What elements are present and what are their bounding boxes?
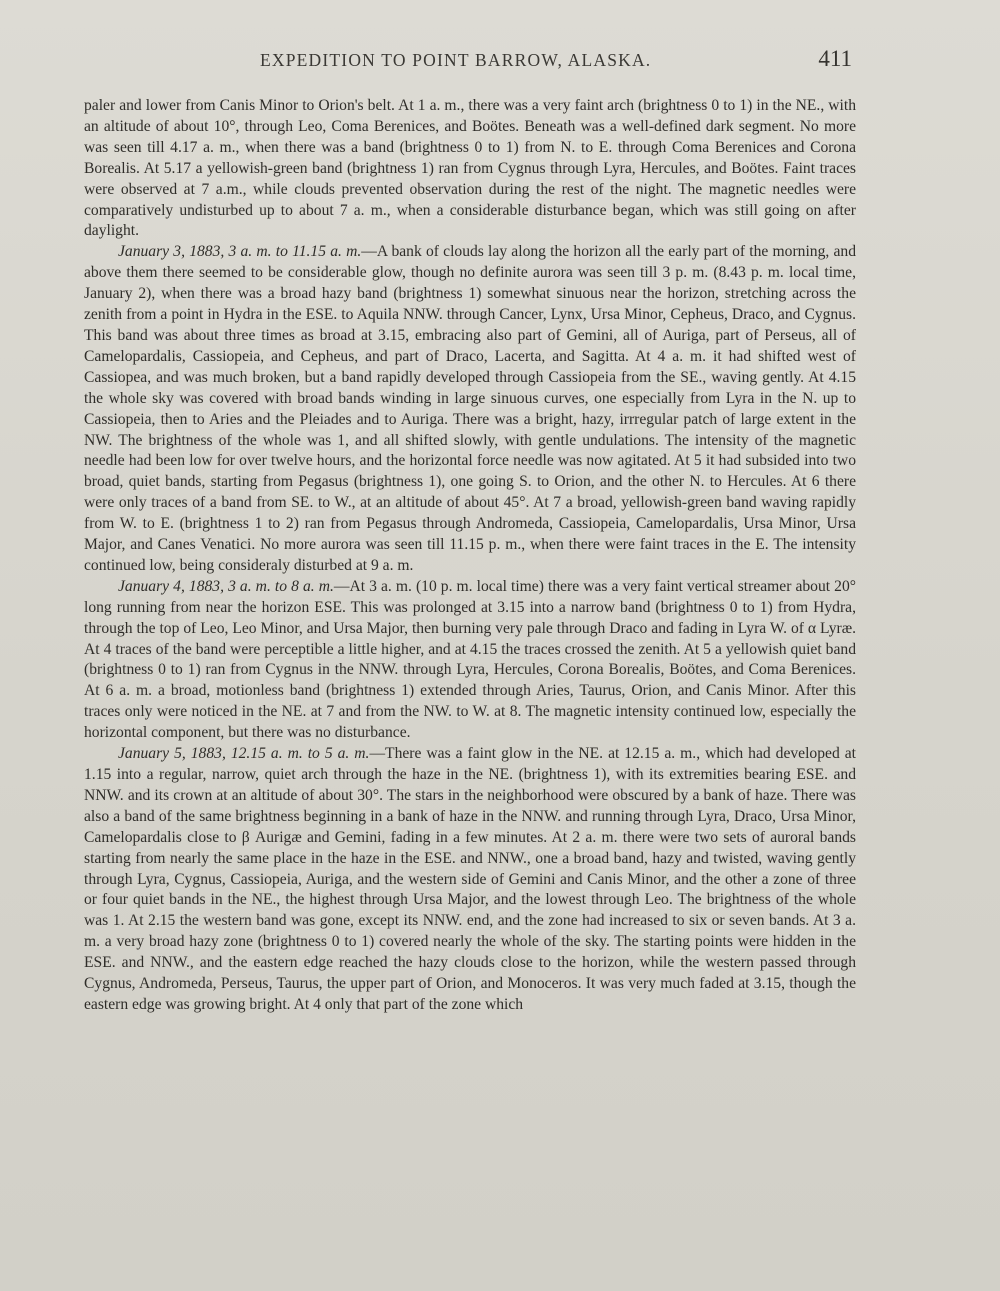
entry-date-heading: January 5, 1883, 12.15 a. m. to 5 a. m. — [118, 745, 370, 763]
body-text — [84, 96, 856, 1016]
paragraph-continuation — [84, 96, 856, 242]
running-header — [86, 48, 856, 76]
running-title: EXPEDITION TO POINT BARROW, ALASKA. — [260, 50, 652, 70]
page-number: 411 — [818, 46, 852, 71]
entry-date-heading: January 4, 1883, 3 a. m. to 8 a. m. — [118, 577, 334, 595]
paragraph-text: —A bank of clouds lay along the horizon all the early part of the morning, and above them there seemed to be considerable glow, though no definite aurora was seen till 3 p. m. (8.43 p. m. local time, January 2), when there was a broad hazy band (brightness 1) somewhat sinuous near the horizon, stretching across the zenith from a point in Hydra in the ESE. to Aquila NNW. through Cancer, Lynx, Ursa Minor, Cepheus, Draco, and Cygnus. This band was about three times as broad at 3.15, embracing also part of Gemini, all of Auriga, part of Perseus, all of Camelopardalis, Cassiopeia, and Cepheus, and part of Draco, Lacerta, and Sagitta. At 4 a. m. it had shifted west of Cassiopea, and was much broken, but a band rapidly developed through Cassiopeia from the SE., waving gently. At 4.15 the whole sky was covered with broad bands winding in large sinuous curves, one especially from Lyra in the N. up to Cassiopeia, then to Aries and the Pleiades and to Auriga. There was a bright, hazy, irrregular patch of large extent in the NW. The brightness of the whole was 1, and all shifted slowly, with gentle undulations. The intensity of the magnetic needle had been low for over twelve hours, and the horizontal force needle was now agitated. At 5 it had subsided into two broad, quiet bands, starting from Pegasus (brightness 1), one going S. to Orion, and the other N. to Hercules. At 6 there were only traces of a band from SE. to W., at an altitude of about 45°. At 7 a broad, yellowish-green band waving rapidly from W. to E. (brightness 1 to 2) ran from Pegasus through Andromeda, Cassiopeia, Camelopardalis, Ursa Minor, Ursa Major, and Canes Venatici. No more aurora was seen till 11.15 p. m., when there were faint traces in the E. The intensity continued low, being consideraly disturbed at 9 a. m. — [84, 243, 856, 574]
paragraph-text: paler and lower from Canis Minor to Orion's belt. At 1 a. m., there was a very faint arch (brightness 0 to 1) in the NE., with an altitude of about 10°, through Leo, Coma Berenices, and Boötes. Beneath was a well-defined dark segment. No more was seen till 4.17 a. m., when there was a band (brightness 0 to 1) from N. to E. through Coma Berenices and Corona Borealis. At 5.17 a yellowish-green band (brightness 1) ran from Cygnus through Lyra, Hercules, and Boötes. Faint traces were observed at 7 a.m., while clouds prevented observation during the rest of the night. The magnetic needles were comparatively undisturbed up to about 7 a. m., when a considerable disturbance began, which was still going on after daylight. — [84, 97, 856, 240]
entry-date-heading: January 3, 1883, 3 a. m. to 11.15 a. m. — [118, 243, 362, 261]
paragraph-january-5 — [84, 744, 856, 1016]
paragraph-text: —At 3 a. m. (10 p. m. local time) there was a very faint vertical streamer about 20° long running from near the horizon ESE. This was prolonged at 3.15 into a narrow band (brightness 0 to 1) from Hydra, through the top of Leo, Leo Minor, and Ursa Major, then burning very pale through Draco and fading in Lyra W. of α Lyræ. At 4 traces of the band were perceptible a little higher, and at 4.15 the traces crossed the zenith. At 5 a yellowish quiet band (brightness 0 to 1) ran from Cygnus in the NNW. through Lyra, Hercules, Corona Borealis, Boötes, and Coma Berenices. At 6 a. m. a broad, motionless band (brightness 1) extended through Aries, Taurus, Orion, and Canis Minor. After this traces only were noticed in the NE. at 7 and from the NW. to W. at 8. The magnetic intensity continued low, especially the horizontal component, but there was no disturbance. — [84, 577, 856, 742]
paragraph-january-4 — [84, 577, 856, 744]
paragraph-text: —There was a faint glow in the NE. at 12.15 a. m., which had developed at 1.15 into a regular, narrow, quiet arch through the haze in the NE. (brightness 1), with its extremities bearing ESE. and NNW. and its crown at an altitude of about 30°. The stars in the neighborhood were obscured by a bank of haze. There was also a band of the same brightness beginning in a bank of haze in the NNW. and running through Lyra, Draco, Ursa Minor, Camelopardalis close to β Aurigæ and Gemini, fading in a few minutes. At 2 a. m. there were two sets of auroral bands starting from nearly the same place in the haze in the ESE. and NNW., one a broad band, hazy and twisted, waving gently through Lyra, Cygnus, Cassiopeia, Auriga, and the western side of Gemini and Canis Minor, and the other a zone of three or four quiet bands in the NE., the highest through Ursa Major, and the lowest through Leo. The brightness of the whole was 1. At 2.15 the western band was gone, except its NNW. end, and the zone had increased to six or seven bands. At 3 a. m. a very broad hazy zone (brightness 0 to 1) covered nearly the whole of the sky. The starting points were hidden in the ESE. and NNW., and the eastern edge reached the hazy clouds close to the horizon, while the western passed through Cygnus, Andromeda, Perseus, Taurus, the upper part of Orion, and Monoceros. It was very much faded at 3.15, though the eastern edge was growing bright. At 4 only that part of the zone which — [84, 745, 856, 1013]
paragraph-january-3 — [84, 242, 856, 577]
